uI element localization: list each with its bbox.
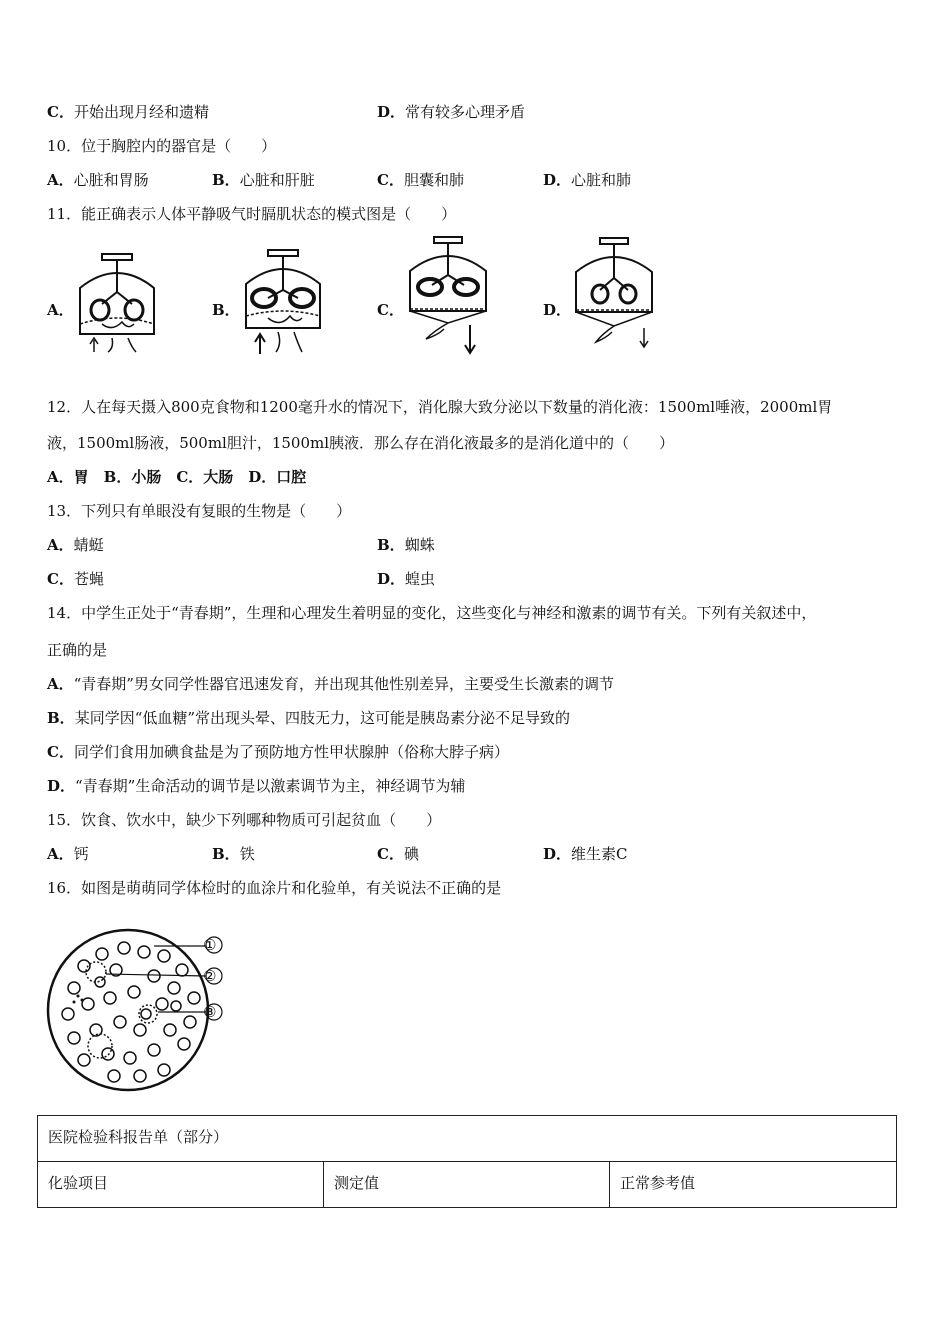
option-text: 蝗虫 [405,570,436,588]
option-letter: D． [543,845,572,863]
option-letter: A． [47,536,74,554]
lab-report-table [37,1115,897,1208]
option-text: 心脏和胃肠 [73,171,149,189]
option-text: 同学们食用加碘食盐是为了预防地方性甲状腺肿（俗称大脖子病） [73,743,509,761]
white-blood-cells [86,962,157,1058]
q9-option-c [47,102,209,122]
option-letter: D． [377,570,406,588]
q11-figure-label-d: D． [543,301,572,319]
option-letter: A． [47,675,74,693]
q13-stem: 13．下列只有单眼没有复眼的生物是（ ） [47,502,352,520]
option-text: 某同学因“低血糖”常出现头晕、四肢无力，这可能是胰岛素分泌不足导致的 [74,709,571,727]
option-text: 碘 [403,845,419,863]
bell-jar-diagram-c [404,235,492,359]
option-text: 常有较多心理矛盾 [405,103,526,121]
q11-figure-label-b: B． [212,301,240,319]
option-letter: D． [377,103,406,121]
option-letter: D． [543,171,572,189]
option-text: 心脏和肺 [571,171,632,189]
q15-option-c [377,844,419,864]
q16-stem: 16．如图是萌萌同学体检时的血涂片和化验单，有关说法不正确的是 [47,879,502,897]
table-row [38,1162,897,1208]
q13-option-c [47,569,104,589]
q13-option-d [377,569,435,589]
header-measured: 测定值 [324,1162,610,1208]
bell-jar-diagram-a [72,252,162,358]
q15-option-d [543,844,628,864]
option-letter: B． [212,171,240,189]
q14-stem-line1: 14．中学生正处于“青春期”，生理和心理发生着明显的变化，这些变化与神经和激素的调节有关。下列有关叙述中， [47,604,817,622]
option-text: 钙 [73,845,89,863]
option-letter: C． [47,743,74,761]
option-letter: A． [47,171,74,189]
option-text: 开始出现月经和遗精 [73,103,209,121]
q12-options: A．胃 B．小肠 C．大肠 D．口腔 [47,468,307,486]
option-text: 心脏和肝脏 [239,171,315,189]
q12-stem-line2: 液，1500ml肠液，500ml胆汁，1500ml胰液．那么存在消化液最多的是消化道中的（ ） [47,434,675,452]
option-text: 苍蝇 [73,570,104,588]
q14-option-a [47,674,614,694]
bell-jar-diagram-d [570,236,658,358]
q10-option-b [212,170,315,190]
q10-option-c [377,170,464,190]
q15-stem: 15．饮食、饮水中，缺少下列哪种物质可引起贫血（ ） [47,811,442,829]
option-text: 维生素C [571,845,628,863]
report-title: 医院检验科报告单（部分） [38,1116,897,1162]
option-text: 铁 [239,845,255,863]
option-text: 蜻蜓 [73,536,104,554]
option-text: “青春期”生命活动的调节是以激素调节为主，神经调节为辅 [75,777,466,795]
q15-option-b [212,844,255,864]
bell-jar-diagram-b [238,248,328,358]
q11-figure-label-c: C． [377,301,404,319]
q11-figure-label-a: A． [47,301,74,319]
q10-option-a [47,170,149,190]
q12-stem-line1: 12．人在每天摄入800克食物和1200毫升水的情况下，消化腺大致分泌以下数量的消化液：1500ml唾液，2000ml胃 [47,398,833,416]
header-reference: 正常参考值 [610,1162,897,1208]
option-letter: C． [377,845,404,863]
option-text: 胆囊和肺 [403,171,464,189]
header-item: 化验项目 [38,1162,324,1208]
option-letter: C． [47,570,74,588]
q14-option-d [47,776,465,796]
smear-label-3: ③ [203,1003,217,1021]
q13-option-b [377,535,435,555]
option-letter: C． [377,171,404,189]
q14-stem-line2: 正确的是 [47,641,108,659]
option-letter: D． [47,777,76,795]
q15-option-a [47,844,89,864]
option-letter: A． [47,845,74,863]
option-text: 蜘蛛 [404,536,435,554]
option-letter: B． [47,709,75,727]
option-letter: B． [377,536,405,554]
option-letter: B． [212,845,240,863]
q14-option-b [47,708,570,728]
smear-label-2: ② [203,967,217,985]
smear-label-1: ① [203,936,217,954]
q10-stem: 10．位于胸腔内的器官是（ ） [47,137,277,155]
table-row [38,1116,897,1162]
q14-option-c [47,742,509,762]
option-text: “青春期”男女同学性器官迅速发育，并出现其他性别差异，主要受生长激素的调节 [73,675,614,693]
q11-stem: 11．能正确表示人体平静吸气时膈肌状态的模式图是（ ） [47,205,457,223]
q9-option-d [377,102,525,122]
q10-option-d [543,170,631,190]
option-letter: C． [47,103,74,121]
q13-option-a [47,535,104,555]
